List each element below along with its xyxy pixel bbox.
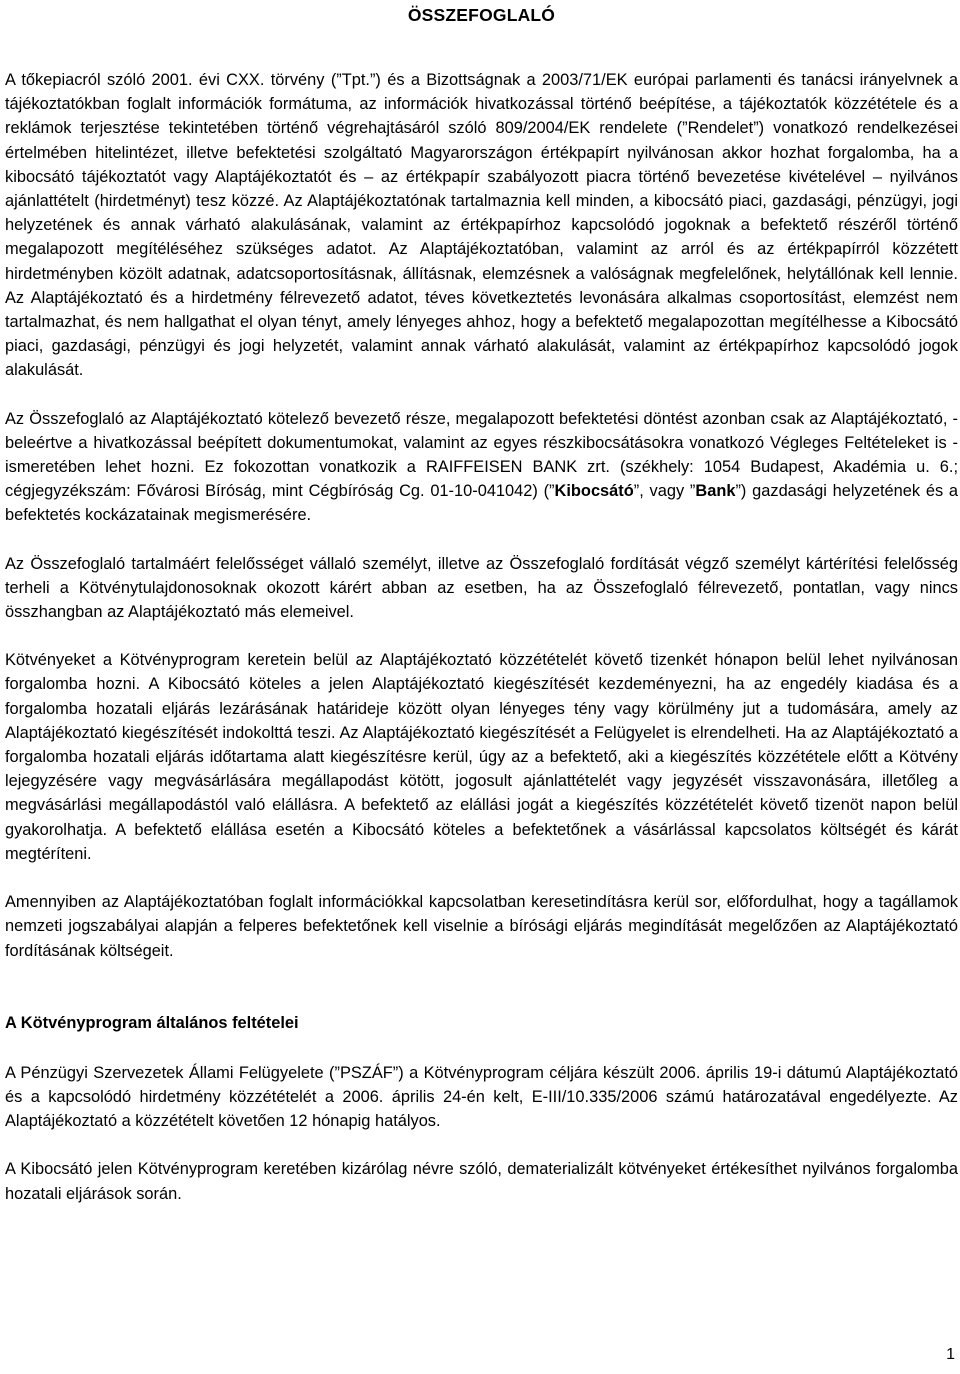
paragraph-legal-basis: A tőkepiacról szóló 2001. évi CXX. törvény (”Tpt.”) és a Bizottságnak a 2003/71/EK európai parlamenti és tanácsi irányelvnek a tájékoztatókban foglalt információk formátuma, az információk hivatkozással történő beépítése, a tájékoztatók közzététele és a reklámok terjesztése tekintetében történő végrehajtásáról szóló 809/2004/EK rendelete (”Rendelet”) vonatkozó rendelkezései értelmében hitelintézet, illetve befektetési szolgáltató Magyarországon értékpapírt nyilvánosan akkor hozhat forgalomba, ha a kibocsátó tájékoztatót vagy Alaptájékoztatót és – az értékpapír szabályozott piacra történő bevezetése kivételével – nyilvános ajánlattételt (hirdetményt) tesz közzé. Az Alaptájékoztatónak tartalmaznia kell minden, a kibocsátó piaci, gazdasági, pénzügyi, jogi helyzetének és annak várható alakulásának, valamint az értékpapírhoz kapcsolódó jogoknak a befektető részéről történő megalapozott megítéléséhez szükséges adatot. Az Alaptájékoztatóban, valamint az arról és az értékpapírról közzétett hirdetményben közölt adatnak, adatcsoportosításnak, állításnak, elemzésnek a valóságnak megfelelőnek, helytállónak kell lennie. Az Alaptájékoztató és a hirdetmény félrevezető adatot, téves következtetés levonására alkalmas csoportosítást, elemzést nem tartalmazhat, és nem hallgathat el olyan tényt, amely lényeges ahhoz, hogy a befektető megalapozottan megítélhesse a Kibocsátó piaci, gazdasági, pénzügyi és jogi helyzetét, valamint annak várható alakulását, valamint az értékpapírhoz kapcsolódó jogok alakulását.: [5, 71, 958, 380]
paragraph-litigation: Amennyiben az Alaptájékoztatóban foglalt információkkal kapcsolatban keresetindításra kerül sor, előfordulhat, hogy a tagállamok nemzeti jogszabályai alapján a felperes befektetőnek kell viselnie a bírósági eljárás megindítását megelőzően az Alaptájékoztató fordításának költségeit.: [5, 893, 958, 960]
paragraph-bond-issuance: Kötvényeket a Kötvényprogram keretein belül az Alaptájékoztató közzétételét követő tizenkét hónapon belül lehet nyilvánosan forgalomba hozni. A Kibocsátó köteles a jelen Alaptájékoztató kiegészítését kezdeményezni, ha az engedély kiadása és a forgalomba hozatali eljárás lezárásának határideje között olyan lényeges tény vagy körülmény jut a tudomására, amely az Alaptájékoztató kiegészítését indokolttá teszi. Az Alaptájékoztató kiegészítését a Felügyelet is elrendelheti. Ha az Alaptájékoztató a forgalomba hozatali eljárás időtartama alatt kiegészítésre kerül, úgy az a befektető, aki a kiegészítés közzététele előtt a Kötvény lejegyzésére vagy megvásárlására megállapodást kötött, jogosult ajánlattételét vagy jegyzését visszavonására, illetőleg a megvásárlási megállapodástól való elállásra. A befektető az elállási jogát a kiegészítés közzétételét követő tizenöt napon belül gyakorolhatja. A befektető elállása esetén a Kibocsátó köteles a befektetőnek a vásárlással kapcsolatos költségét és kárát megtéríteni.: [5, 651, 958, 863]
document-page: [5, 0, 958, 1206]
paragraph-approval: A Pénzügyi Szervezetek Állami Felügyelete (”PSZÁF”) a Kötvényprogram céljára készült 2006. április 19-i dátumú Alaptájékoztató és a kapcsolódó hirdetmény közzétételét a 2006. április 24-én kelt, E-III/10.335/2006 számú határozatával engedélyezte. Az Alaptájékoztató a közzétételt követően 12 hónapig hatályos.: [5, 1063, 958, 1131]
paragraph-liability: Az Összefoglaló tartalmáért felelősséget vállaló személyt, illetve az Összefoglaló fordítását végző személyt kártérítési felelősség terheli a Kötvénytulajdonosoknak okozott kárért abban az esetben, ha az Összefoglaló félrevezető, pontatlan, vagy nincs összhangban az Alaptájékoztató más elemeivel.: [5, 554, 958, 622]
issuer-term: Kibocsátó: [554, 482, 634, 501]
document-title: ÖSSZEFOGLALÓ: [407, 5, 556, 25]
paragraph-text: Az Összefoglaló az Alaptájékoztató kötelező bevezető része, megalapozott befektetési döntést azonban csak az Alaptájékoztató, - beleértve a hivatkozással beépített dokumentumokat, valamint az egyes részkibocsátásokra vonatkozó Végleges Feltételeket is - ismeretében lehet hozni. Ez fokozottan vonatkozik a RAIFFEISEN BANK zrt. (székhely: 1054 Budapest, Akadémia u. 6.; cégjegyzékszám: Fővárosi Bíróság, mint Cégbíróság Cg. 01-10-041042) (”: [5, 409, 958, 501]
paragraph-text: ”, vagy ”: [633, 482, 696, 501]
page-number: 1: [946, 1346, 955, 1363]
section-heading: A Kötvényprogram általános feltételei: [5, 1013, 299, 1032]
paragraph-bond-type: A Kibocsátó jelen Kötvényprogram keretében kizárólag névre szóló, dematerializált kötvényeket értékesíthet nyilvános forgalomba hozatali eljárások során.: [5, 1160, 958, 1203]
paragraph-text: ”) gazdasági helyzetének és a befektetés kockázatainak megismerésére.: [5, 482, 959, 525]
paragraph-summary-intro: [5, 407, 958, 528]
bank-term: Bank: [695, 482, 736, 501]
